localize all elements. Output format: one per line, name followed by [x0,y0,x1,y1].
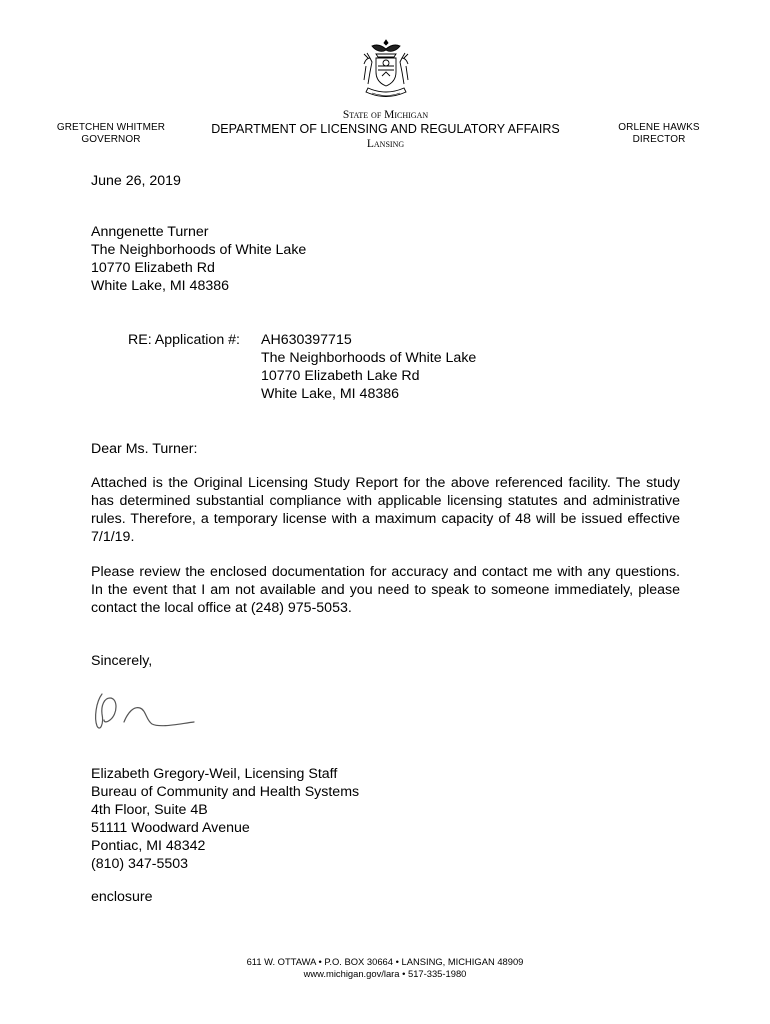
sender-floor-suite: 4th Floor, Suite 4B [91,802,208,818]
closing: Sincerely, [91,653,153,669]
sender-phone: (810) 347-5503 [91,856,189,872]
director-title: DIRECTOR [632,134,686,145]
footer-address: 611 W. OTTAWA • P.O. BOX 30664 • LANSING, MICHIGAN 48909 [246,956,524,967]
recipient-street: 10770 Elizabeth Rd [91,260,215,276]
re-label: RE: Application #: [128,332,240,348]
re-details [261,331,476,403]
director-block [592,122,726,146]
sender-city-state-zip: Pontiac, MI 48342 [91,838,206,854]
re-facility: The Neighborhoods of White Lake [261,350,477,366]
city-heading: Lansing [366,138,405,150]
recipient-organization: The Neighborhoods of White Lake [91,242,307,258]
recipient-city-state-zip: White Lake, MI 48386 [91,278,230,294]
enclosure-note: enclosure [91,889,153,905]
sender-name-title: Elizabeth Gregory-Weil, Licensing Staff [91,766,338,782]
re-city-state-zip: White Lake, MI 48386 [261,386,400,402]
recipient-name: Anngenette Turner [91,224,209,240]
application-number: AH630397715 [261,332,352,348]
footer-web-phone: www.michigan.gov/lara • 517-335-1980 [303,968,467,979]
handwritten-signature-icon [88,684,200,740]
governor-title: GOVERNOR [81,134,141,145]
sender-street: 51111 Woodward Avenue [91,820,250,836]
body-paragraph-2: Please review the enclosed documentation for accuracy and contact me with any questions. In the event that I am not available and you need to speak to someone immediately, please contact the local office at (248) 975-5053. [91,564,680,616]
governor-name: GRETCHEN WHITMER [56,122,166,133]
re-street: 10770 Elizabeth Lake Rd [261,368,420,384]
letter-date: June 26, 2019 [91,173,181,189]
body-paragraph-1: Attached is the Original Licensing Study Report for the above referenced facility. The study has determined substantial compliance with applicable licensing statutes and administrative rules. Therefore, a temporary license with a maximum capacity of 48 will be issued effective 7/1/19. [91,475,680,545]
sender-bureau: Bureau of Community and Health Systems [91,784,360,800]
salutation: Dear Ms. Turner: [91,441,198,457]
michigan-state-seal-icon [358,36,414,102]
governor-block [40,122,182,146]
recipient-address [91,223,306,295]
state-heading: State of Michigan [342,109,429,121]
director-name: ORLENE HAWKS [618,122,700,133]
sender-block [91,765,359,873]
department-heading: DEPARTMENT OF LICENSING AND REGULATORY AFFAIRS [211,122,560,136]
